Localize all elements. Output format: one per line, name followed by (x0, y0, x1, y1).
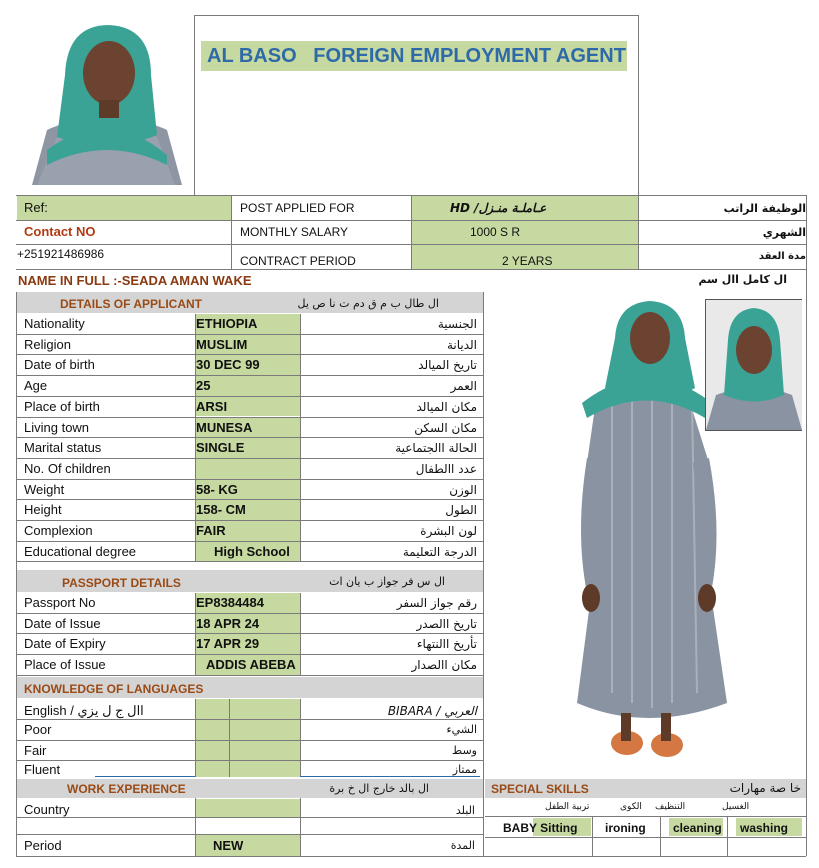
skill-label: ironing (605, 821, 646, 835)
applicant-field-value: FAIR (196, 523, 226, 538)
passport-field-arabic: تأريخ االنتهاء (416, 637, 477, 652)
applicant-full-body-photo (487, 293, 802, 773)
column-divider (195, 593, 196, 676)
applicant-field-arabic: مكان السكن (414, 420, 477, 435)
skills-section-title-arabic: خا صة مهارات (729, 781, 801, 795)
salary-value-cell (412, 221, 638, 244)
applicant-field-arabic: العمر (450, 379, 477, 394)
language-level-label: Fluent (24, 762, 61, 777)
applicant-field-value: MUNESA (196, 419, 253, 435)
period-label: Period (24, 838, 62, 853)
skill-label: cleaning (673, 821, 722, 835)
applicant-field-label: Weight (24, 481, 65, 497)
applicant-field-value: High School (214, 543, 290, 559)
passport-field-arabic: مكان االصدار (411, 658, 477, 673)
applicant-section-title-arabic: ال طال ب م ق دم ت نا ص يل (297, 297, 439, 310)
applicant-field-label: No. Of children (24, 460, 111, 476)
passport-section-title: PASSPORT DETAILS (62, 576, 181, 590)
salary-value: 1000 S R (470, 225, 521, 239)
passport-field-label: Place of Issue (24, 657, 106, 673)
row-divider (485, 816, 806, 817)
column-divider (592, 816, 593, 856)
applicant-field-arabic: الحالة االجتماعية (395, 441, 477, 456)
salary-label: MONTHLY SALARY (240, 225, 349, 239)
applicant-field-label: Educational degree (24, 543, 137, 559)
row-divider (17, 719, 483, 720)
applicant-field-arabic: عدد االطفال (415, 461, 477, 476)
post-value: HD /عـاملـة منـزل (450, 201, 547, 215)
post-label: POST APPLIED FOR (240, 201, 355, 215)
passport-field-label: Date of Expiry (24, 636, 106, 652)
contact-value: +251921486986 (17, 247, 105, 261)
applicant-field-label: Place of birth (24, 398, 100, 414)
passport-field-value: ADDIS ABEBA (206, 657, 296, 673)
applicant-field-value: MUSLIM (196, 336, 248, 352)
country-label: Country (24, 802, 70, 817)
skill-arabic-label: الغسيل (722, 802, 750, 812)
language-level-arabic: ممتاز (452, 763, 477, 776)
agency-title: AL BASO FOREIGN EMPLOYMENT AGENT (207, 45, 626, 67)
arabic-grade-cell (230, 699, 300, 777)
applicant-field-label: Religion (24, 336, 71, 352)
ref-label: Ref: (24, 200, 48, 215)
period-value: NEW (213, 838, 244, 853)
passport-field-value: 18 APR 24 (196, 615, 260, 631)
applicant-field-arabic: الديانة (446, 337, 477, 352)
contract-arabic: مدة العقد (758, 251, 806, 262)
passport-field-label: Date of Issue (24, 615, 101, 631)
country-arabic: البلد (455, 804, 475, 817)
applicant-field-label: Date of birth (24, 357, 95, 373)
language-level-arabic: وسط (452, 744, 477, 757)
row-divider (17, 675, 483, 676)
passport-field-value: EP8384484 (196, 595, 264, 610)
applicant-inset-headshot (705, 299, 802, 431)
row-divider (17, 740, 483, 741)
arabic-label: BIBARA / العربي (387, 704, 477, 718)
language-level-label: Poor (24, 722, 52, 737)
column-divider (300, 699, 301, 777)
passport-section-title-arabic: ال س فر جواز ب يان ات (329, 575, 445, 588)
skill-arabic-label: الكوى (620, 802, 642, 812)
languages-section-title: KNOWLEDGE OF LANGUAGES (24, 682, 204, 696)
passport-field-arabic: رقم جواز السفر (396, 596, 477, 610)
applicant-field-arabic: الوزن (449, 482, 477, 497)
work-section-title: WORK EXPERIENCE (67, 782, 186, 796)
period-arabic: المدة (450, 839, 475, 852)
row-divider (17, 760, 483, 761)
applicant-field-value: 158- CM (196, 502, 246, 518)
column-divider (660, 816, 661, 856)
skill-label: washing (740, 821, 789, 835)
applicant-field-label: Age (24, 378, 48, 394)
column-divider (727, 816, 728, 856)
column-divider (300, 314, 301, 562)
contact-label: Contact NO (24, 224, 96, 239)
skill-arabic-label: تربية الطفل (545, 802, 590, 812)
applicant-value-cell (196, 459, 300, 479)
full-name-arabic: ال كامل اال سم (698, 273, 787, 286)
skills-section-title: SPECIAL SKILLS (491, 782, 589, 796)
applicant-field-arabic: مكان الميالد (416, 399, 477, 414)
language-level-arabic: الشيء (446, 723, 477, 736)
applicant-field-value: ETHIOPIA (196, 316, 258, 331)
applicant-field-arabic: الجنسية (437, 317, 477, 331)
applicant-field-label: Height (24, 502, 62, 518)
applicant-field-label: Marital status (24, 440, 102, 456)
applicant-field-value: ARSI (196, 398, 228, 414)
applicant-field-arabic: تاريخ الميالد (418, 358, 477, 373)
english-label: English / اال ج ل يزي (24, 703, 144, 718)
column-divider (300, 593, 301, 676)
applicant-field-value: 58- KG (196, 481, 238, 497)
column-divider (195, 699, 196, 777)
contract-value: 2 YEARS (502, 254, 553, 268)
country-value-cell (196, 799, 300, 818)
applicant-field-value: SINGLE (196, 440, 245, 456)
period-value-cell (196, 835, 300, 856)
applicant-field-arabic: الدرجة التعليمة (402, 544, 477, 559)
ref-cell (17, 196, 231, 220)
skill-arabic-label: التنظيف (655, 802, 686, 812)
applicant-field-value: 25 (196, 378, 211, 394)
applicant-value-cell (196, 376, 300, 396)
english-grade-cell (196, 699, 230, 777)
full-name: NAME IN FULL :-SEADA AMAN WAKE (18, 273, 252, 288)
passport-field-value: 17 APR 29 (196, 636, 260, 652)
skill-label: BABY Sitting (503, 821, 578, 835)
passport-field-arabic: تاريخ االصدر (416, 616, 477, 631)
applicant-headshot-photo (17, 15, 193, 185)
work-section-title-arabic: ال بالد خارج ال خ برة (329, 782, 429, 795)
passport-field-label: Passport No (24, 595, 96, 610)
applicant-field-arabic: الطول (445, 503, 477, 518)
post-arabic: الوظيفة الراتب (723, 202, 806, 215)
language-level-label: Fair (24, 743, 47, 758)
column-divider (195, 314, 196, 562)
contract-label: CONTRACT PERIOD (240, 254, 356, 268)
applicant-field-label: Living town (24, 419, 90, 435)
row-divider (485, 837, 806, 838)
applicant-field-value: 30 DEC 99 (196, 357, 260, 373)
applicant-field-arabic: لون البشرة (420, 524, 477, 538)
row-divider (17, 561, 483, 562)
applicant-field-label: Complexion (24, 523, 93, 538)
applicant-section-title: DETAILS OF APPLICANT (60, 297, 202, 311)
salary-arabic: الشهري (762, 226, 806, 239)
applicant-field-label: Nationality (24, 316, 85, 331)
